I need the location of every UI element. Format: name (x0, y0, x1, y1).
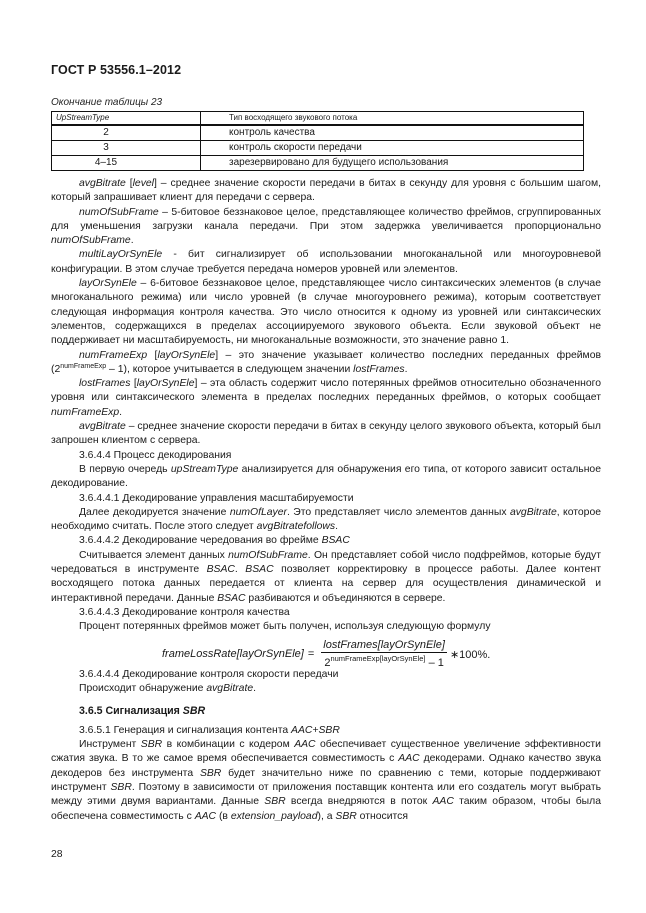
term-arg: layOrSynEle (157, 349, 216, 361)
text: Считывается элемент данных (79, 549, 229, 561)
term: numOfSubFrame (228, 549, 308, 561)
formula-numerator: lostFrames[layOrSynEle] (323, 639, 445, 651)
page-number: 28 (51, 849, 63, 860)
term: avgBitrate (206, 683, 254, 695)
superscript: numFrameExp (60, 362, 107, 370)
text: будет значительно ниже по сравнению с теми, которые поддерживают инструмент (51, 767, 601, 794)
section-3-6-4-4-3-heading: 3.6.4.4.3 Декодирование контроля качества (79, 606, 290, 618)
text: – 6-битовое беззнаковое целое, представляющее число синтаксических элементов (в случае многоканального режима) или число уровней (в случае многоуровнего режима), которым соответствует следующая информация контроля качества. Это число относится к одному из уровней или синтаксических элементов, содержащихся в пределах ассоциируемого звукового объекта. Если звуковой объект не поддерживает ни масштабируемость, ни многоканальные возможности, это значение равно 1. (51, 278, 601, 347)
term: BSAC (217, 592, 246, 604)
term: lostFrames (79, 378, 131, 390)
text: 3.6.5.1 Генерация и сигнализация контента (79, 724, 292, 736)
text: (в (216, 810, 231, 822)
paragraph-avgbitrate-detect: Происходит обнаружение avgBitrate. (79, 683, 257, 695)
term: upStreamType (170, 463, 239, 475)
text: Происходит обнаружение (79, 683, 207, 695)
den-minus: – 1 (425, 657, 444, 669)
term: SBR (182, 704, 206, 717)
term: multiLayOrSynEle (79, 249, 163, 261)
term: BSAC (321, 535, 350, 547)
text: . Это представляет число элементов данных (287, 506, 510, 518)
term: AAC (432, 796, 454, 808)
text: ), а (317, 810, 336, 822)
text: таким образом, чтобы была обеспечена совместимость с (51, 796, 601, 822)
text: анализируется для обнаружения его типа, от которого зависит остальное декодирование. (51, 463, 601, 490)
text: – среднее значение скорости передачи в битах в секунду для уровня с большим шагом, который запрашивает клиент для передачи с сервера. (51, 178, 601, 204)
table-header-row (52, 112, 584, 126)
paragraph-formula-intro: Процент потерянных фреймов может быть получен, используя следующую формулу (79, 621, 491, 633)
cell-value: 2 (52, 125, 201, 141)
paragraph-multilayorsynele (51, 248, 601, 277)
text: Далее декодируется значение (79, 506, 230, 518)
section-3-6-4-4-4-heading: 3.6.4.4.4 Декодирование контроля скорости передачи (79, 669, 339, 680)
term: numOfSubFrame (51, 235, 131, 247)
section-3-6-4-4-1-heading: 3.6.4.4.1 Декодирование управления масштабируемости (79, 492, 354, 504)
term: BSAC (245, 564, 274, 576)
formula-equals: = (307, 648, 315, 660)
cell-description: контроль скорости передачи (201, 141, 584, 156)
text: - бит сигнализирует об использовании многоканальной или многоуровневой конфигурации. В этом случае требуется передача номеров уровней или элементов. (51, 249, 601, 275)
text: всегда внедряются в поток (285, 796, 433, 808)
text: – 5-битовое беззнаковое целое, представляющее количество фреймов, сгруппированных для уменьшения загрузки канала передачи. При этом задержка увеличивается пропорционально (51, 206, 601, 232)
text: декодерами. Однако качество звука декодеров без инструмента (51, 753, 602, 779)
text: 3.6.4.4.2 Декодирование чередования во фрейме (79, 535, 322, 547)
text: – среднее значение скорости передачи в битах в секунду целого звукового объекта, который был запрошен клиентом с сервера. (51, 421, 601, 447)
text: позволяет корректировку в процессе работы. Далее контент восходящего потока данных передается от клиента на сервер для осуществления динамической и интерактивной передачи. Данные (51, 564, 601, 604)
cell-value: 3 (52, 141, 201, 156)
table-row (52, 156, 584, 171)
body-text (51, 177, 601, 635)
text: – это значение указывает количество последних переданных фреймов (2 (51, 349, 601, 375)
cell-value: 4–15 (52, 156, 201, 171)
paragraph-layorsynele (51, 277, 601, 348)
paragraph-lostframes: lostFrames [layOrSynEle] – эта область содержит число потерянных фреймов относительно обозначенного уровня или синтаксического элемента в пределах последних переданных фреймов, о которых сообщает numFrameExp. (51, 378, 601, 418)
term: avgBitrate (79, 421, 126, 433)
text: 3.6.5 Сигнализация (79, 704, 183, 717)
paragraph-numofsubframe: numOfSubFrame – 5-битовое беззнаковое целое, представляющее количество фреймов, сгруппированных для уменьшения загрузки канала передачи. При этом задержка увеличивается пропорционально numOfSubFrame. (51, 206, 601, 247)
paragraph-sbr-tool (51, 738, 601, 824)
cell-description: контроль качества (201, 125, 584, 141)
paragraph-avgbitrate-level: avgBitrate [level] – среднее значение скорости передачи в битах в секунду для уровня с большим шагом, который запрашивает клиент для передачи с сервера. (51, 178, 601, 204)
text: . Он представляет собой число подфреймов, которые будут чередоваться в инструменте (51, 549, 601, 576)
text: относится (356, 810, 408, 822)
term-arg: level (132, 178, 154, 189)
formula-lhs: frameLossRate[layOrSynEle] (162, 648, 304, 660)
term: avgBitrate (509, 506, 557, 518)
term: lostFrames (353, 363, 405, 375)
term: avgBitratefollows (256, 521, 336, 533)
term: avgBitrate (79, 178, 126, 189)
text: . Поэтому в зависимости от приложения поставщик контента или его создатель могут выбрать между этими двумя вариантами. Данные (51, 782, 602, 808)
formula-denominator (324, 653, 444, 669)
term: AAC+SBR (291, 724, 340, 736)
column-header-type: Тип восходящего звукового потока (201, 112, 584, 126)
term: SBR (264, 796, 286, 808)
text: – эта область содержит число потерянных фреймов относительно обозначенного уровня или синтаксического элемента в пределах последних переданных фреймов, о которых сообщает (51, 378, 601, 404)
term: extension_payload (230, 810, 318, 822)
text: – 1), которое учитывается в следующем значении (106, 363, 354, 375)
paragraph-numframeexp: numFrameExp [layOrSynEle] – это значение указывает количество последних переданных фреймов $(2^{numFrameExp} - 1)$, которое учитывается в следующем значении lostFrames. (51, 349, 601, 375)
table-row (52, 125, 584, 141)
paragraph-upstreamtype (51, 463, 601, 492)
text: в комбинации с кодером (162, 739, 295, 751)
frame-loss-rate-formula (162, 639, 490, 669)
text: , которое необходимо считать. После этого следует (51, 506, 602, 533)
term: SBR (140, 739, 163, 751)
term: layOrSynEle (79, 278, 137, 290)
section-3-6-4-4-2-heading (51, 534, 601, 548)
term: numFrameExp (79, 349, 148, 361)
formula-fraction (321, 639, 447, 669)
formula-tail: ∗100%. (449, 648, 491, 661)
term: numFrameExp (51, 406, 120, 418)
term: BSAC (206, 564, 235, 576)
body-text-continued (51, 668, 601, 824)
column-header-upstreamtype: UpStreamType (52, 112, 201, 126)
term: numOfLayer (229, 506, 287, 518)
section-3-6-5-1-heading (51, 724, 601, 738)
term: AAC (398, 753, 420, 765)
term: SBR (110, 782, 132, 794)
table-row (52, 141, 584, 156)
den-base: 2 (324, 657, 331, 669)
upstream-type-table (51, 111, 584, 171)
section-3-6-4-4-heading: 3.6.4.4 Процесс декодирования (79, 449, 232, 461)
text: разбиваются и объединяются в сервере. (245, 592, 446, 604)
den-exponent: numFrameExp[layOrSynEle] (330, 654, 426, 663)
text: обеспечивает существенное увеличение эффективности сжатия звука. В то же самое время обеспечивается совместимость с (51, 739, 601, 765)
paragraph-avgbitrate (51, 420, 601, 449)
text: Инструмент (79, 739, 141, 751)
standard-header: ГОСТ Р 53556.1–2012 (51, 63, 182, 77)
term: AAC (194, 810, 217, 822)
text: В первую очередь (79, 463, 171, 475)
table-caption: Окончание таблицы 23 (51, 97, 163, 108)
term: numOfSubFrame (79, 206, 159, 218)
section-3-6-5-heading (51, 704, 601, 718)
paragraph-bsac: Считывается элемент данных numOfSubFrame. Он представляет собой число подфреймов, которые будут чередоваться в инструменте BSAC. BSAC позволяет корректировку в процессе работы. Далее контент восходящего потока данных передается от клиента на сервер для осуществления динамической и интерактивной передачи. Данные BSAC разбиваются и объединяются в сервере. (51, 549, 601, 604)
paragraph-numoflayer: Далее декодируется значение numOfLayer. Это представляет число элементов данных avgBitrate, которое необходимо считать. После этого следует avgBitratefollows. (51, 506, 602, 533)
term-arg: layOrSynEle (136, 378, 195, 390)
term: SBR (335, 810, 357, 822)
cell-description: зарезервировано для будущего использования (201, 156, 584, 171)
term: AAC (294, 739, 316, 751)
term: SBR (199, 767, 222, 779)
